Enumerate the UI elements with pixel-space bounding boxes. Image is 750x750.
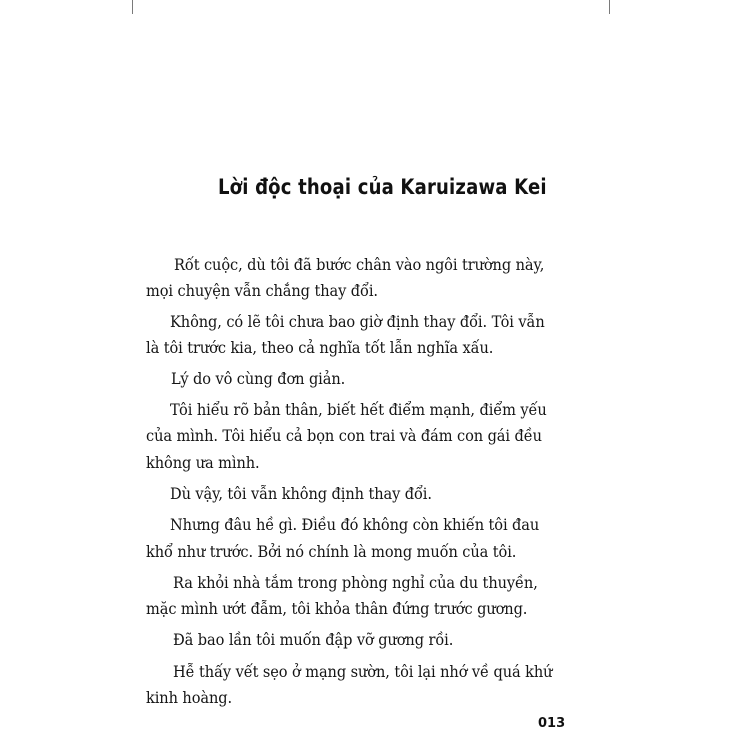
text-line: của mình. Tôi hiểu cả bọn con trai và đám con gái đều [146,427,542,445]
text-line: là tôi trước kia, theo cả nghĩa tốt lẫn nghĩa xấu. [146,339,494,357]
page-top-edge [132,0,610,14]
text-line: Dù vậy, tôi vẫn không định thay đổi. [170,485,432,503]
text-line: Nhưng đâu hề gì. Điều đó không còn khiến tôi đau [170,516,540,534]
text-line: Hễ thấy vết sẹo ở mạng sườn, tôi lại nhớ về quá khứ [173,663,553,681]
page-number: 013 [538,716,566,731]
text-line: kinh hoàng. [146,689,233,707]
text-line: Rốt cuộc, dù tôi đã bước chân vào ngôi trường này, [174,256,545,274]
text-line: không ưa mình. [146,454,260,472]
text-line: Đã bao lần tôi muốn đập vỡ gương rồi. [173,631,454,649]
text-line: Ra khỏi nhà tắm trong phòng nghỉ của du thuyền, [173,574,538,592]
text-line: mọi chuyện vẫn chẳng thay đổi. [146,282,378,300]
text-line: Tôi hiểu rõ bản thân, biết hết điểm mạnh, điểm yếu [170,401,547,419]
chapter-title: Lời độc thoại của Karuizawa Kei [218,175,547,199]
text-line: mặc mình ướt đẫm, tôi khỏa thân đứng trước gương. [146,600,528,618]
text-line: Lý do vô cùng đơn giản. [171,370,346,388]
text-line: khổ như trước. Bởi nó chính là mong muốn của tôi. [146,543,517,561]
text-line: Không, có lẽ tôi chưa bao giờ định thay đổi. Tôi vẫn [170,313,545,331]
